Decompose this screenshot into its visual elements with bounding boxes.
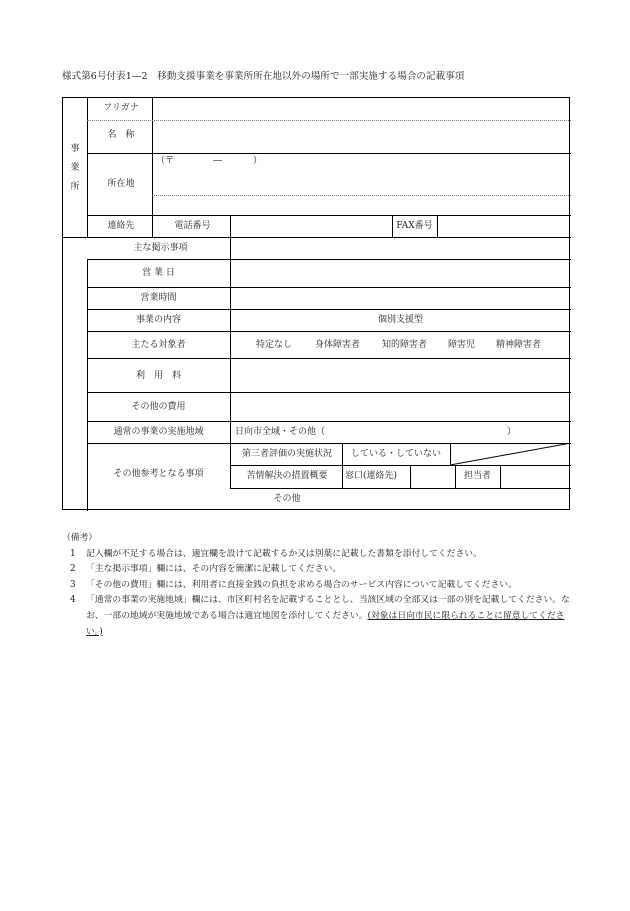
row-divider-1 xyxy=(87,259,571,260)
target-none: 特定なし xyxy=(256,340,293,350)
fax-label: FAX番号 xyxy=(396,221,433,231)
main-notice-label: 主な掲示事項 xyxy=(133,243,188,253)
reference-label: その他参考となる事項 xyxy=(113,469,204,479)
fax-right-divider xyxy=(437,215,438,237)
content-value: 個別支援型 xyxy=(377,315,423,325)
third-party-label: 第三者評価の実施状況 xyxy=(241,449,332,459)
row-divider-7 xyxy=(87,421,571,422)
note-item xyxy=(62,547,572,563)
postal-close: ） xyxy=(253,156,263,166)
area-close: ） xyxy=(507,427,517,437)
office-section-char-1: 事 xyxy=(70,144,80,154)
note-number: 2 xyxy=(70,564,76,575)
note-text: 「主な掲示事項」欄には、その内容を簡潔に記載してください。 xyxy=(86,564,342,575)
items-label-divider xyxy=(230,237,231,488)
postal-dash: ― xyxy=(213,156,222,166)
address-divider xyxy=(152,195,571,196)
target-child: 障害児 xyxy=(448,340,476,350)
target-intellectual: 知的障害者 xyxy=(382,340,428,350)
note-text: 「通常の事業の実施地域」欄には、市区町村名を記載することとし、当該区域の全部又は一部の別を記載してください。なお、一部の地域が実施地域である場合は適宜地図を添付してください。 xyxy=(86,595,570,621)
row-divider-4 xyxy=(87,331,571,332)
form-table xyxy=(62,97,570,510)
contact-label: 連絡先 xyxy=(107,221,135,231)
other-cost-label: その他の費用 xyxy=(131,402,186,412)
notes-header: （備考） xyxy=(62,533,98,543)
form-title: 様式第6号付表1―2 移動支援事業を事業所所在地以外の場所で一部実施する場合の記載事項 xyxy=(62,71,465,82)
target-label: 主たる対象者 xyxy=(131,340,186,350)
phone-label: 電話番号 xyxy=(174,221,211,231)
fee-label: 利 用 料 xyxy=(135,371,181,381)
office-section-char-3: 所 xyxy=(70,182,80,192)
complaint-label: 苦情解決の措置概要 xyxy=(246,471,328,481)
business-hours-label: 営業時間 xyxy=(140,293,177,303)
diagonal-slash xyxy=(450,443,571,466)
row-divider-5 xyxy=(87,358,571,359)
row-divider-3 xyxy=(87,309,571,310)
target-physical: 身体障害者 xyxy=(315,340,361,350)
furigana-label: フリガナ xyxy=(103,103,139,113)
area-value: 日向市全域・その他（ xyxy=(235,427,326,437)
office-label-divider xyxy=(152,98,153,237)
person-label: 担当者 xyxy=(463,471,491,481)
business-days-label: 営 業 日 xyxy=(142,268,175,278)
note-item xyxy=(62,593,572,640)
office-section-divider xyxy=(87,98,88,237)
postal-open: （〒 xyxy=(156,156,175,166)
sub-row-divider-2 xyxy=(230,488,571,489)
office-section-char-2: 業 xyxy=(70,163,80,173)
other-label: その他 xyxy=(273,494,301,504)
target-mental: 精神障害者 xyxy=(496,340,542,350)
note-number: 4 xyxy=(70,595,76,606)
person-right-divider xyxy=(500,465,501,488)
note-item xyxy=(62,578,572,594)
office-section-bottom xyxy=(63,237,571,238)
note-number: 3 xyxy=(70,579,76,590)
furigana-divider xyxy=(87,120,571,121)
content-label: 事業の内容 xyxy=(135,315,181,325)
note-item xyxy=(62,562,572,578)
notes-section xyxy=(62,531,572,640)
note-number: 1 xyxy=(70,548,76,559)
name-divider xyxy=(87,153,571,154)
window-divider xyxy=(410,465,411,488)
note-text: 記入欄が不足する場合は、適宜欄を設けて記載するか又は別葉に記載した書類を添付してください。 xyxy=(86,548,482,559)
row-divider-6 xyxy=(87,392,571,393)
note-underlined-text: (対象は日向市民に限られることに留意してください。) xyxy=(86,610,565,637)
phone-divider xyxy=(230,215,231,237)
address-bottom-line xyxy=(87,215,571,216)
name-label: 名 称 xyxy=(107,130,135,140)
window-label: 窓口(連絡先) xyxy=(345,471,398,481)
note-text: 「その他の費用」欄には、利用者に直接金銭の負担を求める場合のサービス内容について記載してください。 xyxy=(86,579,517,590)
row-divider-2 xyxy=(87,287,571,288)
third-party-value: している・していない xyxy=(350,449,441,459)
sub-row-divider-1 xyxy=(230,465,571,466)
address-label: 所在地 xyxy=(107,179,135,189)
area-label: 通常の事業の実施地域 xyxy=(113,427,204,437)
